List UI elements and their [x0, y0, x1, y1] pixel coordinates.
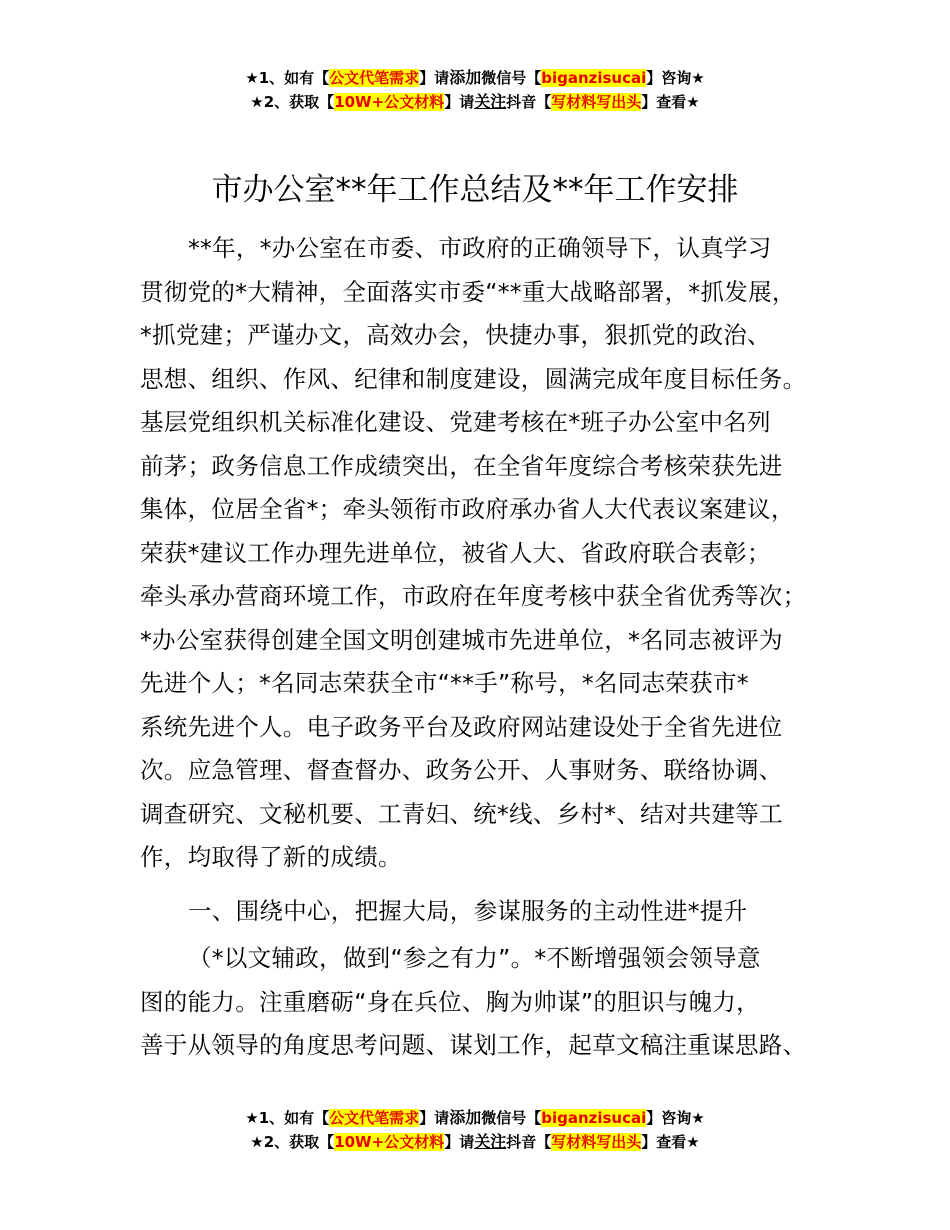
notice-text: 】查看★	[641, 93, 700, 111]
notice-line-1	[0, 1106, 950, 1130]
footer-notice	[0, 1106, 950, 1154]
notice-text: 】请	[419, 1109, 450, 1127]
text-line: *办公室获得创建全国文明创建城市先进单位，*名同志被评为	[140, 625, 783, 654]
notice-text: ★1、如有【	[245, 69, 330, 87]
notice-text: ★2、获取【	[250, 93, 335, 111]
text-line: 集体，位居全省*；牵头领衔市政府承办省人大代表议案建议，	[140, 495, 795, 523]
text-line: （*以文辅政，做到“参之有力”。*不断增强领会领导意	[188, 944, 761, 972]
document-body	[140, 227, 834, 1068]
paragraph-1	[140, 227, 834, 880]
text-line: 调查研究、文秘机要、工青妇、统*线、乡村*、结对共建等工	[140, 799, 783, 828]
text-line: 思想、组织、作风、纪律和制度建设，圆满完成年度目标任务。	[140, 364, 807, 393]
text-line: **年，*办公室在市委、市政府的正确领导下，认真学习	[188, 234, 772, 262]
text-line: 牵头承办营商环境工作，市政府在年度考核中获全省优秀等次；	[140, 582, 807, 610]
wechat-id: biganzisucai	[541, 69, 647, 87]
notice-line-1	[0, 66, 950, 90]
notice-text: ★1、如有【	[245, 1109, 330, 1127]
text-line: 系统先进个人。电子政务平台及政府网站建设处于全省先进位	[140, 712, 783, 741]
notice-text: 】请	[419, 69, 450, 87]
paragraph-2	[140, 937, 834, 1068]
text-line: 次。应急管理、督查督办、政务公开、人事财务、联络协调、	[140, 756, 783, 784]
header-notice	[0, 66, 950, 114]
notice-text: 】请	[444, 93, 475, 111]
douyin-account: 写材料写出头	[551, 1133, 642, 1151]
notice-emphasis: 关注	[474, 92, 507, 111]
notice-text: ★2、获取【	[250, 1133, 335, 1151]
notice-text: 微信号【	[481, 69, 542, 87]
text-line: 先进个人；*名同志荣获全市“**手”称号，*名同志荣获市*	[140, 669, 749, 697]
text-line: 基层党组织机关标准化建设、党建考核在*班子办公室中名列	[140, 408, 771, 436]
wechat-id: biganzisucai	[541, 1109, 647, 1127]
douyin-account: 写材料写出头	[551, 93, 642, 111]
document-title: 市办公室**年工作总结及**年工作安排	[211, 172, 739, 208]
notice-highlight: 公文代笔需求	[329, 69, 420, 87]
notice-highlight: 10W+公文材料	[334, 1133, 445, 1151]
text-line: 善于从领导的角度思考问题、谋划工作，起草文稿注重谋思路、	[140, 1031, 807, 1059]
notice-text: 】咨询★	[646, 1109, 705, 1127]
text-line: 图的能力。注重磨砺“身在兵位、胸为帅谋”的胆识与魄力，	[140, 987, 760, 1016]
notice-text: 】请	[444, 1133, 475, 1151]
notice-emphasis: 关注	[474, 1132, 507, 1151]
notice-emphasis: 添加	[449, 68, 482, 87]
text-line: 作，均取得了新的成绩。	[140, 843, 402, 871]
section-heading: 一、围绕中心，把握大局，参谋服务的主动性进*提升	[188, 896, 748, 925]
notice-text: 】咨询★	[646, 69, 705, 87]
notice-highlight: 公文代笔需求	[329, 1109, 420, 1127]
text-line: 荣获*建议工作办理先进单位，被省人大、省政府联合表彰；	[140, 538, 771, 567]
notice-text: 抖音【	[506, 1133, 552, 1151]
notice-text: 】查看★	[641, 1133, 700, 1151]
text-line: *抓党建；严谨办文，高效办会，快捷办事，狠抓党的政治、	[140, 321, 771, 349]
notice-highlight: 10W+公文材料	[334, 93, 445, 111]
notice-line-2	[0, 90, 950, 114]
notice-line-2	[0, 1130, 950, 1154]
notice-text: 微信号【	[481, 1109, 542, 1127]
text-line: 前茅；政务信息工作成绩突出，在全省年度综合考核荣获先进	[140, 451, 783, 480]
notice-text: 抖音【	[506, 93, 552, 111]
text-line: 贯彻党的*大精神，全面落实市委“**重大战略部署，*抓发展，	[140, 277, 796, 306]
notice-emphasis: 添加	[449, 1108, 482, 1127]
